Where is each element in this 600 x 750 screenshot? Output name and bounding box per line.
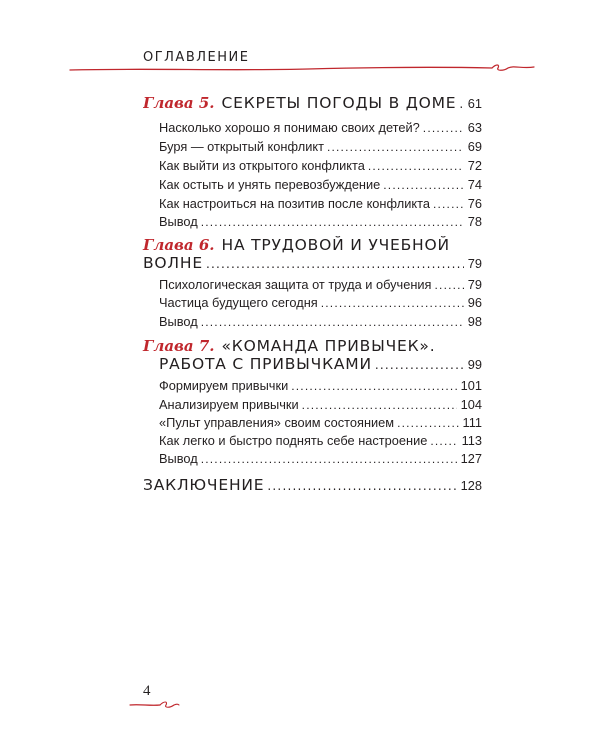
leader-dots	[267, 479, 456, 493]
leader-dots	[201, 215, 464, 229]
conclusion-page: 128	[460, 478, 482, 493]
conclusion-heading[interactable]	[143, 476, 482, 494]
toc-entry-title: Частица будущего сегодня	[159, 295, 318, 310]
toc-entry[interactable]	[159, 378, 482, 393]
toc-entry-page: 76	[467, 196, 482, 211]
toc-entry[interactable]	[159, 139, 482, 154]
toc-entry-page: 101	[460, 378, 482, 393]
conclusion-title: ЗАКЛЮЧЕНИЕ	[143, 476, 265, 494]
chapter-7-heading[interactable]	[143, 337, 435, 355]
leader-dots	[459, 97, 463, 111]
chapter-7-heading-line2[interactable]	[159, 355, 482, 373]
toc-entry-page: 96	[467, 295, 482, 310]
chapter-5-title: СЕКРЕТЫ ПОГОДЫ В ДОМЕ	[221, 94, 457, 112]
toc-entry[interactable]	[159, 277, 482, 292]
toc-entry-title: Как остыть и унять перевозбуждение	[159, 177, 381, 192]
toc-entry[interactable]	[159, 451, 482, 466]
page-header-title: ОГЛАВЛЕНИЕ	[143, 50, 250, 65]
toc-entry-page: 104	[460, 397, 482, 412]
leader-dots	[201, 452, 457, 466]
leader-dots	[302, 398, 457, 412]
toc-entry-page: 69	[467, 139, 482, 154]
toc-entry-title: Вывод	[159, 314, 198, 329]
toc-entry-page: 113	[461, 433, 482, 448]
leader-dots	[201, 315, 464, 329]
chapter-5-page: 61	[467, 96, 482, 111]
toc-entry[interactable]	[159, 214, 482, 229]
leader-dots	[206, 257, 464, 271]
chapter-6-title-line1: НА ТРУДОВОЙ И УЧЕБНОЙ	[221, 236, 450, 254]
chapter-5-label: Глава 5.	[143, 94, 215, 112]
toc-entry[interactable]	[159, 415, 482, 430]
toc-entry[interactable]	[159, 158, 482, 173]
toc-entry-title: Как легко и быстро поднять себе настроение	[159, 433, 428, 448]
leader-dots	[321, 296, 464, 310]
toc-entry-page: 72	[467, 158, 482, 173]
toc-entry[interactable]	[159, 295, 482, 310]
toc-entry-title: Как настроиться на позитив после конфликта	[159, 196, 430, 211]
toc-entry[interactable]	[159, 397, 482, 412]
chapter-6-label: Глава 6.	[143, 236, 215, 254]
toc-entry-title: «Пульт управления» своим состоянием	[159, 415, 395, 430]
leader-dots	[375, 358, 464, 372]
chapter-7-title-line2: РАБОТА С ПРИВЫЧКАМИ	[159, 355, 372, 373]
toc-entry[interactable]	[159, 314, 482, 329]
chapter-5-heading[interactable]	[143, 94, 482, 112]
chapter-7-title-line1: «КОМАНДА ПРИВЫЧЕК».	[221, 337, 436, 355]
toc-entry-title: Буря — открытый конфликт	[159, 139, 324, 154]
leader-dots	[327, 140, 464, 154]
toc-entry-title: Как выйти из открытого конфликта	[159, 158, 365, 173]
chapter-7-label: Глава 7.	[143, 337, 215, 355]
toc-entry[interactable]	[159, 177, 482, 192]
toc-entry-title: Формируем привычки	[159, 378, 289, 393]
toc-entry-page: 111	[462, 415, 482, 430]
toc-entry[interactable]	[159, 196, 482, 211]
chapter-6-page: 79	[467, 256, 482, 271]
page-number: 4	[143, 683, 151, 699]
chapter-6-heading-line2[interactable]	[143, 254, 482, 272]
toc-entry-page: 98	[467, 314, 482, 329]
toc-entry[interactable]	[159, 433, 482, 448]
leader-dots	[368, 159, 464, 173]
toc-entry-title: Вывод	[159, 214, 198, 229]
page-number-underline	[128, 700, 180, 712]
leader-dots	[433, 197, 464, 211]
toc-entry-title: Вывод	[159, 451, 198, 466]
toc-entry-title: Психологическая защита от труда и обучения	[159, 277, 432, 292]
leader-dots	[397, 416, 458, 430]
toc-entry-page: 127	[460, 451, 482, 466]
toc-entry-title: Насколько хорошо я понимаю своих детей?	[159, 120, 420, 135]
toc-entry[interactable]	[159, 120, 482, 135]
leader-dots	[383, 178, 464, 192]
toc-entry-page: 78	[467, 214, 482, 229]
chapter-6-heading[interactable]	[143, 236, 450, 254]
chapter-7-page: 99	[467, 357, 482, 372]
toc-entry-page: 74	[467, 177, 482, 192]
toc-entry-page: 79	[467, 277, 482, 292]
leader-dots	[291, 379, 456, 393]
leader-dots	[423, 121, 464, 135]
toc-entry-title: Анализируем привычки	[159, 397, 299, 412]
chapter-6-title-line2: ВОЛНЕ	[143, 254, 203, 272]
leader-dots	[435, 278, 464, 292]
toc-entry-page: 63	[467, 120, 482, 135]
leader-dots	[430, 434, 457, 448]
